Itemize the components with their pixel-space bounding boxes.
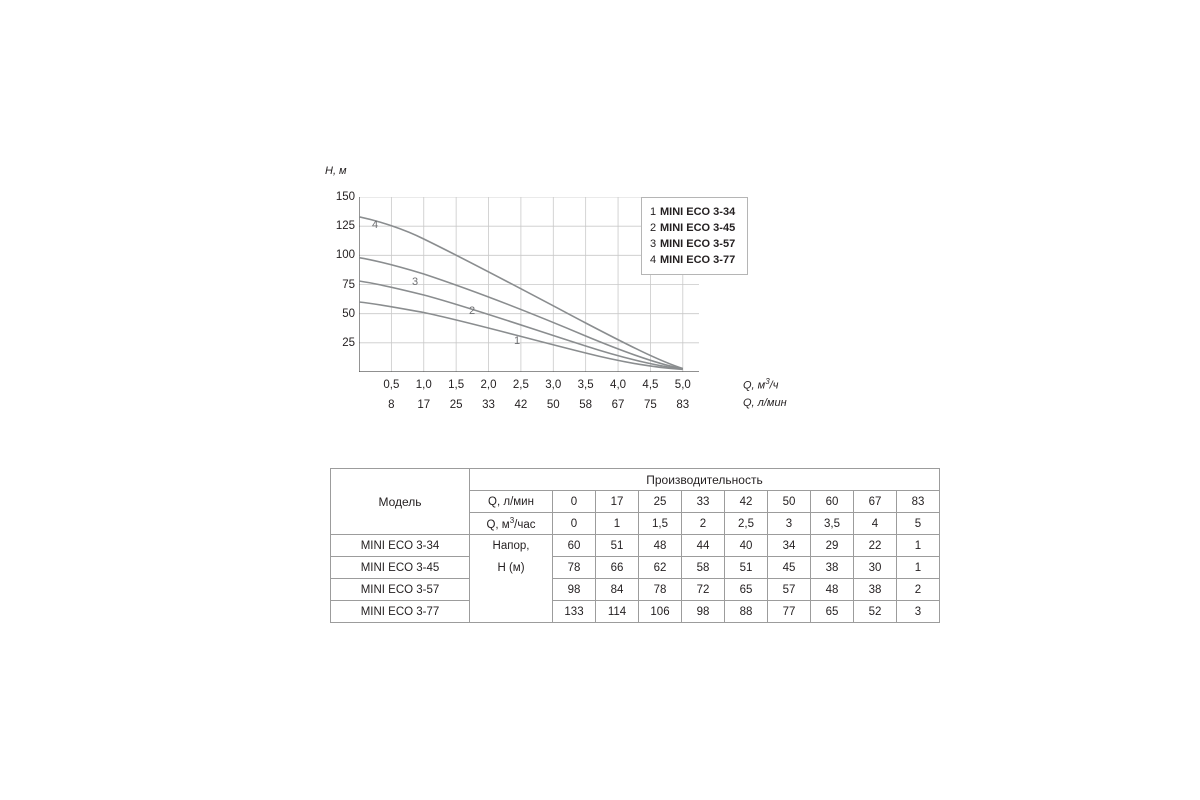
x-tick-m3h-6: 3,5 [577,379,594,391]
performance-table [330,468,940,623]
x-axis-title-m3h: Q, $м^3/ч$ [743,377,779,392]
y-tick-125: 125 [335,220,355,233]
head-3-6: 65 [811,601,854,623]
q-lmin-0: 0 [553,491,596,513]
x-tick-m3h-1: 1,0 [415,379,432,391]
x-tick-lmin-7: 67 [611,399,625,411]
legend-number-2: 2 [650,222,657,234]
q-m3h-4: 2,5 [725,513,768,535]
head-0-1: 51 [596,535,639,557]
x-tick-m3h-3: 2,0 [480,379,497,391]
head-3-1: 114 [596,601,639,623]
head-1-4: 51 [725,557,768,579]
y-tick-25: 25 [342,336,355,349]
q-lmin-2: 25 [639,491,682,513]
head-2-2: 78 [639,579,682,601]
row-label-head-line1: Напор, [470,535,553,557]
head-1-3: 58 [682,557,725,579]
head-2-8: 2 [897,579,940,601]
y-tick-100: 100 [335,249,355,262]
q-lmin-3: 33 [682,491,725,513]
table-row [331,535,940,557]
head-3-7: 52 [854,601,897,623]
legend-item-2 [650,220,735,236]
head-0-8: 1 [897,535,940,557]
x-tick-m3h-8: 4,5 [642,379,659,391]
legend-label-1: MINI ECO 3-34 [660,206,736,218]
q-lmin-6: 60 [811,491,854,513]
q-lmin-1: 17 [596,491,639,513]
x-tick-lmin-4: 42 [514,399,528,411]
model-name-2: MINI ECO 3-57 [331,579,470,601]
legend-item-3 [650,236,735,252]
legend-label-4: MINI ECO 3-77 [660,254,736,266]
legend-number-1: 1 [650,206,657,218]
q-lmin-8: 83 [897,491,940,513]
q-m3h-6: 3,5 [811,513,854,535]
head-2-4: 65 [725,579,768,601]
x-tick-lmin-1: 17 [417,399,431,411]
head-0-4: 40 [725,535,768,557]
y-axis-title: H, м [325,165,347,177]
model-name-3: MINI ECO 3-77 [331,601,470,623]
head-0-5: 34 [768,535,811,557]
legend-label-3: MINI ECO 3-57 [660,238,736,250]
x-tick-lmin-6: 58 [579,399,593,411]
q-m3h-0: 0 [553,513,596,535]
x-tick-lmin-0: 8 [388,399,395,411]
head-1-7: 30 [854,557,897,579]
pump-performance-chart [325,165,785,455]
head-0-0: 60 [553,535,596,557]
table-row [331,557,940,579]
q-m3h-2: 1,5 [639,513,682,535]
head-2-3: 72 [682,579,725,601]
x-tick-m3h-7: 4,0 [610,379,627,391]
row-label-head-spacer-2 [470,601,553,623]
q-m3h-5: 3 [768,513,811,535]
y-tick-50: 50 [342,307,355,320]
table-row [331,579,940,601]
head-1-6: 38 [811,557,854,579]
head-2-5: 57 [768,579,811,601]
curve-label-1: 1 [514,335,521,347]
row-label-q-lmin: Q, л/мин [470,491,553,513]
legend-item-1 [650,204,735,220]
row-label-head-spacer-1 [470,579,553,601]
x-axis-title-lmin: Q, л/мин [743,397,787,409]
x-tick-m3h-2: 1,5 [448,379,465,391]
x-tick-m3h-0: 0,5 [383,379,400,391]
head-3-2: 106 [639,601,682,623]
head-1-1: 66 [596,557,639,579]
head-3-4: 88 [725,601,768,623]
head-3-0: 133 [553,601,596,623]
model-name-1: MINI ECO 3-45 [331,557,470,579]
head-0-7: 22 [854,535,897,557]
head-1-0: 78 [553,557,596,579]
legend-number-3: 3 [650,238,657,250]
header-model: Модель [331,469,470,535]
table-row-header [331,469,940,491]
q-lmin-4: 42 [725,491,768,513]
curve-label-3: 3 [412,276,419,288]
x-tick-lmin-3: 33 [482,399,495,411]
head-1-5: 45 [768,557,811,579]
x-tick-m3h-4: 2,5 [512,379,529,391]
head-2-0: 98 [553,579,596,601]
head-2-7: 38 [854,579,897,601]
q-m3h-3: 2 [682,513,725,535]
x-tick-lmin-9: 83 [676,399,690,411]
legend-item-4 [650,252,735,268]
head-3-5: 77 [768,601,811,623]
x-tick-m3h-5: 3,0 [545,379,562,391]
legend-number-4: 4 [650,254,657,266]
legend-label-2: MINI ECO 3-45 [660,222,736,234]
head-1-2: 62 [639,557,682,579]
q-m3h-1: 1 [596,513,639,535]
table-row [331,601,940,623]
head-3-3: 98 [682,601,725,623]
y-tick-75: 75 [342,278,355,291]
q-m3h-7: 4 [854,513,897,535]
curve-label-2: 2 [469,305,476,317]
head-1-8: 1 [897,557,940,579]
q-lmin-7: 67 [854,491,897,513]
head-3-8: 3 [897,601,940,623]
row-label-q-m3h: Q, $м^3$/час [470,513,553,535]
head-2-1: 84 [596,579,639,601]
model-name-0: MINI ECO 3-34 [331,535,470,557]
performance-table-block [330,468,940,623]
head-2-6: 48 [811,579,854,601]
row-label-head-line2: H (м) [470,557,553,579]
head-0-3: 44 [682,535,725,557]
y-tick-150: 150 [335,191,355,203]
x-tick-lmin-8: 75 [644,399,657,411]
head-0-2: 48 [639,535,682,557]
head-0-6: 29 [811,535,854,557]
x-tick-lmin-5: 50 [546,399,560,411]
chart-legend [641,197,748,275]
header-performance: Производительность [470,469,940,491]
x-tick-lmin-2: 25 [449,399,463,411]
q-m3h-8: 5 [897,513,940,535]
x-tick-m3h-9: 5,0 [674,379,691,391]
q-lmin-5: 50 [768,491,811,513]
curve-label-4: 4 [372,219,379,231]
